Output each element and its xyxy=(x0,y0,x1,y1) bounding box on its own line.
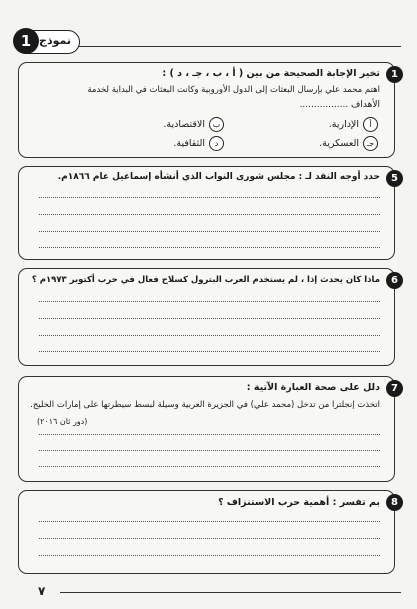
model-number: 1 xyxy=(13,28,39,54)
option-c-text: العسكرية. xyxy=(319,138,359,149)
question-5-text: حدد أوجه النقد لـ : مجلس شورى النواب الذي أنشأه إسماعيل عام ١٨٦٦م. xyxy=(57,172,380,182)
answer-line[interactable] xyxy=(39,521,380,522)
answer-line[interactable] xyxy=(39,466,380,467)
option-a-text: الإدارية. xyxy=(328,119,359,130)
question-7-box xyxy=(18,376,398,482)
option-a-letter: أ xyxy=(363,117,378,132)
header-rule xyxy=(78,46,401,47)
option-c[interactable] xyxy=(319,136,378,151)
question-5-box xyxy=(18,166,398,260)
model-badge xyxy=(14,30,80,54)
question-8-number: 8 xyxy=(386,494,403,511)
answer-line[interactable] xyxy=(39,335,380,336)
question-7-note: (دور ثان ٢٠١٦) xyxy=(37,417,88,426)
question-1-stem-line1: اهتم محمد علي بإرسال البعثات إلى الدول الأوروبية وكانت البعثات في البداية لخدمة xyxy=(87,85,380,95)
answer-line[interactable] xyxy=(39,450,380,451)
option-b-text: الاقتصادية. xyxy=(163,119,205,130)
question-5-number: 5 xyxy=(386,170,403,187)
question-7-statement: اتخذت إنجلترا من تدخل (محمد علي) في الجزيرة العربية وسيلة لبسط سيطرتها على إمارات الخليج. xyxy=(30,400,380,410)
option-d-text: الثقافية. xyxy=(173,138,205,149)
question-1-box xyxy=(18,62,398,158)
model-label: نموذج xyxy=(39,34,71,47)
answer-line[interactable] xyxy=(39,301,380,302)
question-6-box xyxy=(18,268,398,366)
question-7-text: دلل على صحة العبارة الآتية : xyxy=(246,382,380,393)
footer-rule xyxy=(60,592,401,593)
question-7-number: 7 xyxy=(386,380,403,397)
question-8-text: بم تفسر : أهمية حرب الاستنزاف ؟ xyxy=(218,497,380,508)
option-d-letter: د xyxy=(209,136,224,151)
option-a[interactable] xyxy=(329,117,378,132)
answer-line[interactable] xyxy=(39,351,380,352)
answer-line[interactable] xyxy=(39,197,380,198)
question-6-number: 6 xyxy=(386,272,403,289)
option-d[interactable] xyxy=(173,136,224,151)
answer-line[interactable] xyxy=(39,538,380,539)
answer-line[interactable] xyxy=(39,247,380,248)
option-c-letter: جـ xyxy=(363,136,378,151)
answer-line[interactable] xyxy=(39,555,380,556)
answer-line[interactable] xyxy=(39,318,380,319)
question-1-instruction: تخير الإجابة الصحيحة من بين ( أ ، ب ، جـ ، د ) : xyxy=(162,68,380,79)
option-b[interactable] xyxy=(163,117,224,132)
question-8-box xyxy=(18,490,398,574)
option-b-letter: ب xyxy=(209,117,224,132)
question-6-text: ماذا كان يحدث إذا ، لم يستخدم العرب البترول كسلاح فعال في حرب أكتوبر ١٩٧٣م ؟ xyxy=(31,275,380,285)
answer-line[interactable] xyxy=(39,214,380,215)
answer-line[interactable] xyxy=(39,231,380,232)
question-1-stem-line2: الأهداف ................. xyxy=(299,100,380,110)
page-number: ٧ xyxy=(38,584,46,598)
question-1-number: 1 xyxy=(386,66,403,83)
answer-line[interactable] xyxy=(39,434,380,435)
